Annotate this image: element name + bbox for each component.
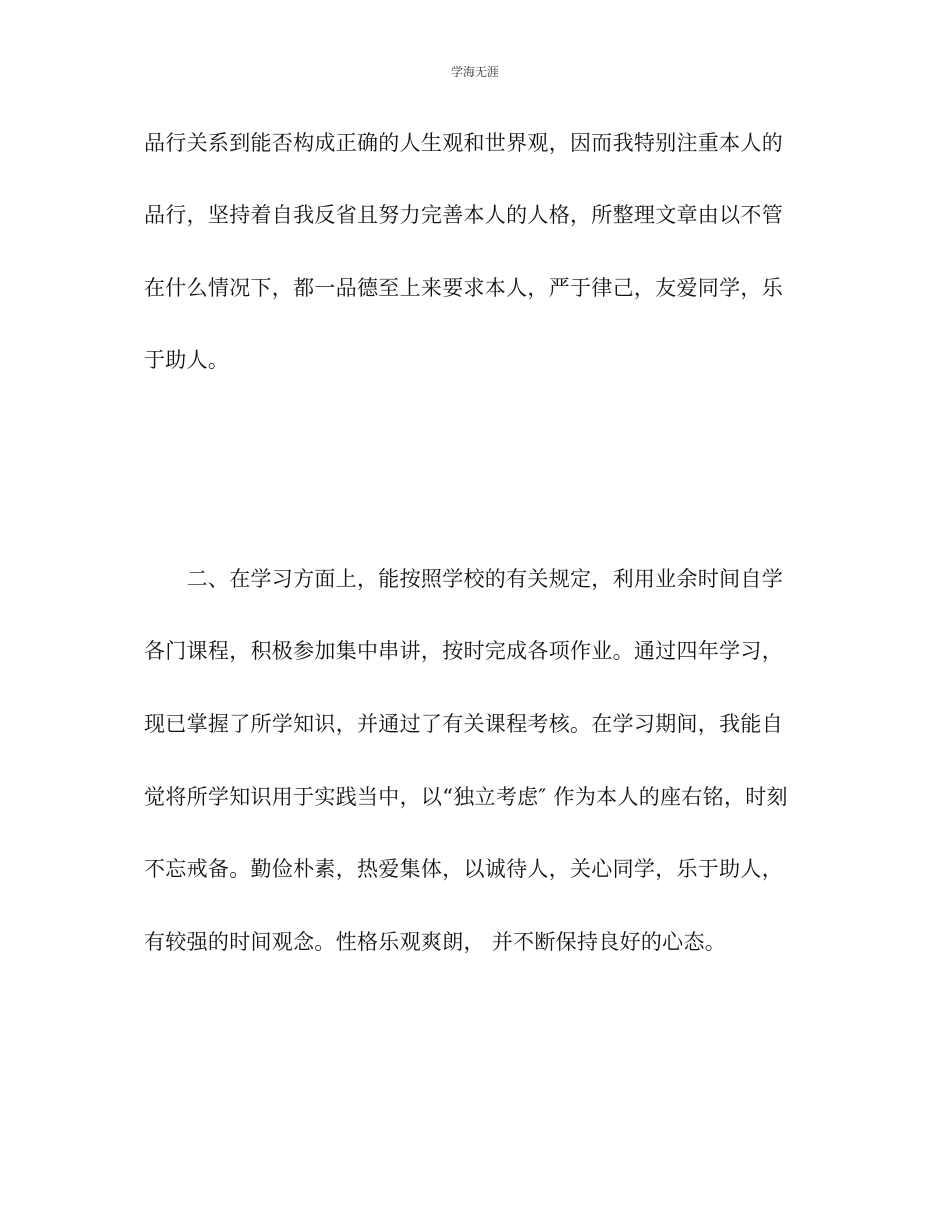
text-line: 各门课程，积极参加集中串讲，按时完成各项作业。通过四年学习，	[144, 639, 783, 663]
text-line: 不忘戒备。勤俭朴素，热爱集体，以诚待人，关心同学，乐于助人，	[144, 857, 783, 881]
text-line: 觉将所学知识用于实践当中，以“独立考虑″ 作为本人的座右铭，时刻	[144, 785, 788, 809]
text-line: 现已掌握了所学知识，并通过了有关课程考核。在学习期间，我能自	[144, 712, 783, 736]
text-line: 二、在学习方面上，能按照学校的有关规定，利用业余时间自学	[144, 567, 783, 591]
text-line: 品行关系到能否构成正确的人生观和世界观，因而我特别注重本人的	[144, 131, 783, 155]
text-line: 有较强的时间观念。性格乐观爽朗， 并不断保持良好的心态。	[144, 930, 727, 954]
page-header: 学海无涯	[450, 65, 499, 79]
text-line: 品行，坚持着自我反省且努力完善本人的人格，所整理文章由以不管	[144, 203, 783, 227]
text-line: 在什么情况下，都一品德至上来要求本人，严于律己，友爱同学，乐	[144, 276, 783, 300]
text-line: 于助人。	[144, 348, 230, 372]
